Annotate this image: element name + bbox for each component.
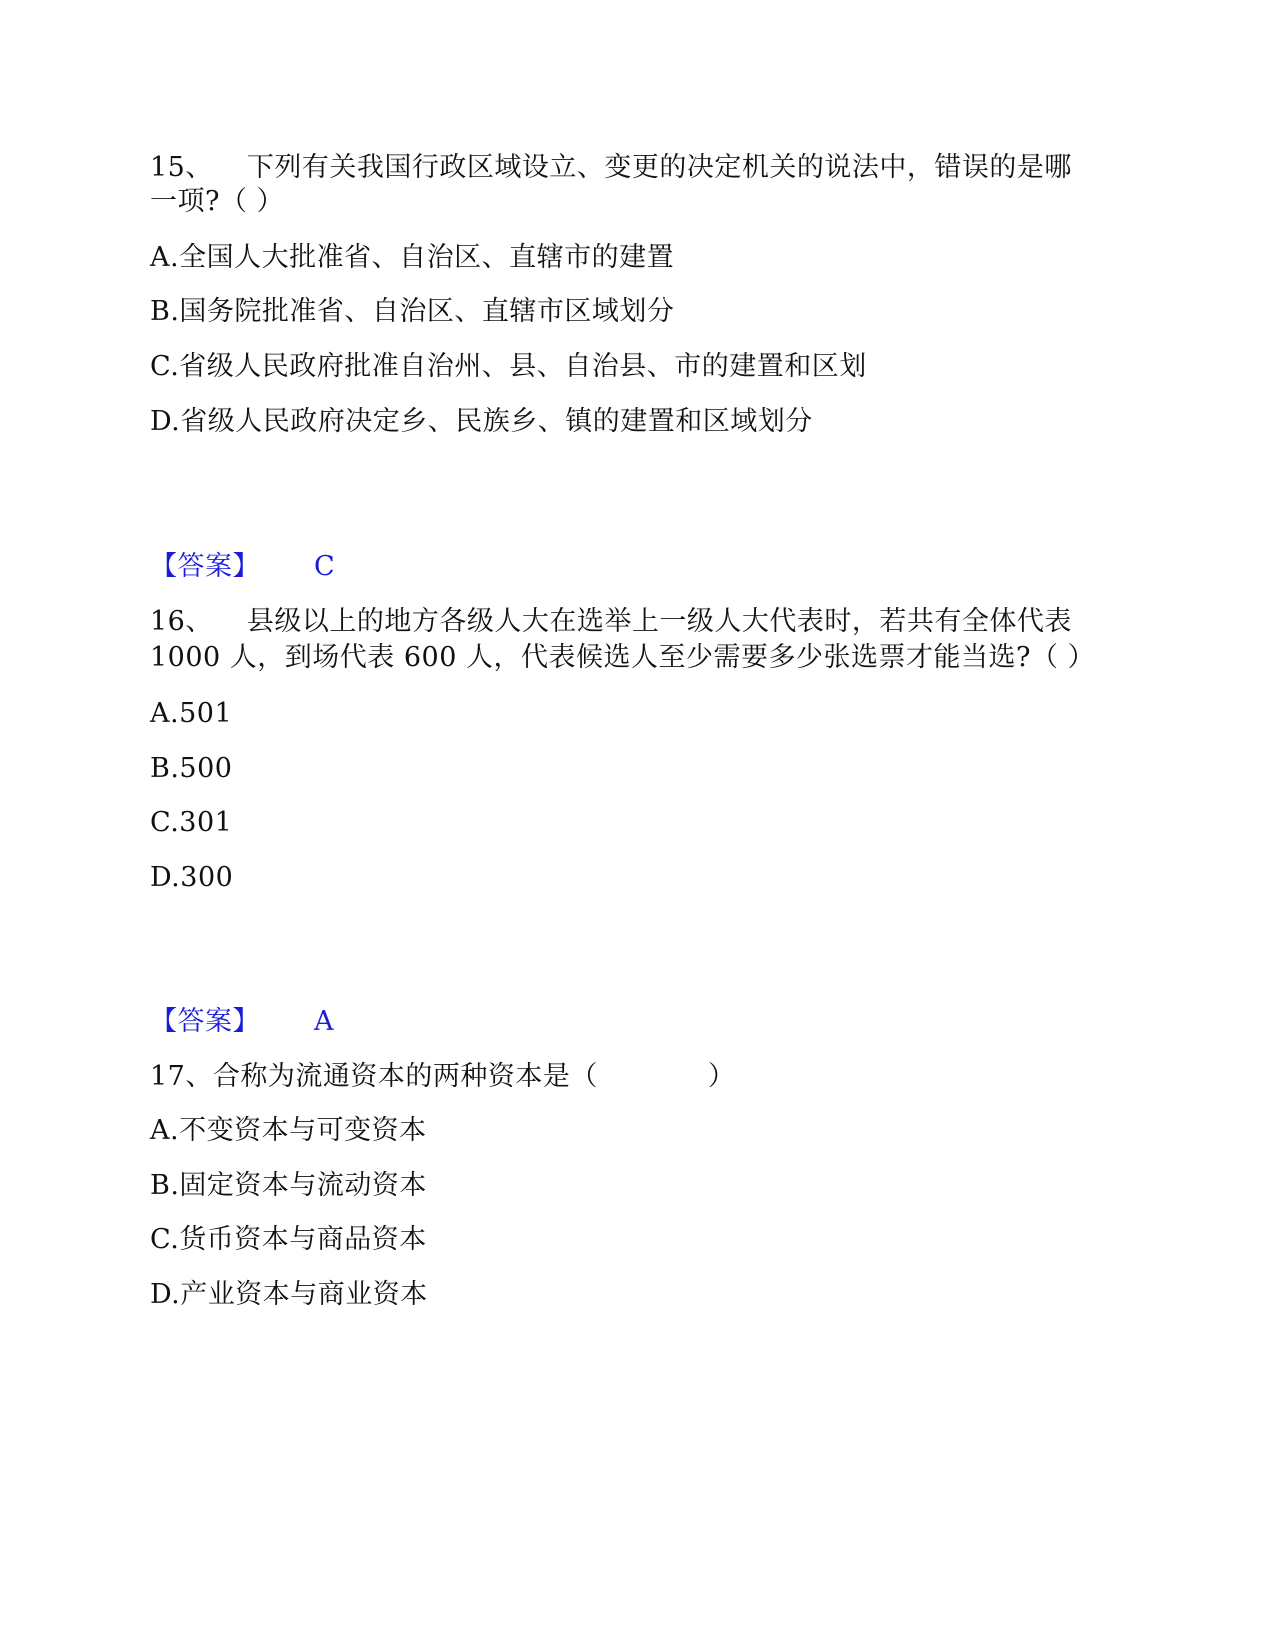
question-16-answer [150,1002,334,1042]
question-16-option-d: D.300 [150,862,234,893]
question-16-option-b: B.500 [150,753,233,784]
question-text: 下列有关我国行政区域设立、变更的决定机关的说法中，错误的是哪 [246,152,1072,183]
answer-value: C [314,551,336,582]
question-16-stem-line-1 [150,602,1072,642]
question-16-option-a: A.501 [150,698,233,729]
answer-value: A [314,1006,334,1037]
question-15-option-c: C.省级人民政府批准自治州、县、自治县、市的建置和区划 [150,351,867,382]
question-17-option-b: B.固定资本与流动资本 [150,1170,427,1201]
question-17-stem [150,1057,735,1097]
question-16-option-c: C.301 [150,807,233,838]
question-15-option-b: B.国务院批准省、自治区、直辖市区域划分 [150,296,675,327]
question-number: 17、 [150,1061,213,1092]
question-17-option-a: A.不变资本与可变资本 [150,1115,427,1146]
question-text: 合称为流通资本的两种资本是（ ） [212,1061,736,1092]
question-text: 县级以上的地方各级人大在选举上一级人大代表时，若共有全体代表 [246,606,1072,637]
question-15-stem-line-1 [150,148,1072,188]
question-number: 16、 [150,606,213,637]
answer-label: 【答案】 [150,551,260,582]
answer-label: 【答案】 [150,1006,260,1037]
question-17-option-d: D.产业资本与商业资本 [150,1279,428,1310]
question-16-stem-line-2: 1000 人，到场代表 600 人，代表候选人至少需要多少张选票才能当选?（ ） [150,642,1096,673]
question-number: 15、 [150,152,213,183]
question-15-stem-line-2: 一项?（ ） [150,186,285,217]
question-15-option-d: D.省级人民政府决定乡、民族乡、镇的建置和区域划分 [150,406,813,437]
question-15-answer [150,547,335,587]
question-17-option-c: C.货币资本与商品资本 [150,1224,427,1255]
question-15-option-a: A.全国人大批准省、自治区、直辖市的建置 [150,242,675,273]
